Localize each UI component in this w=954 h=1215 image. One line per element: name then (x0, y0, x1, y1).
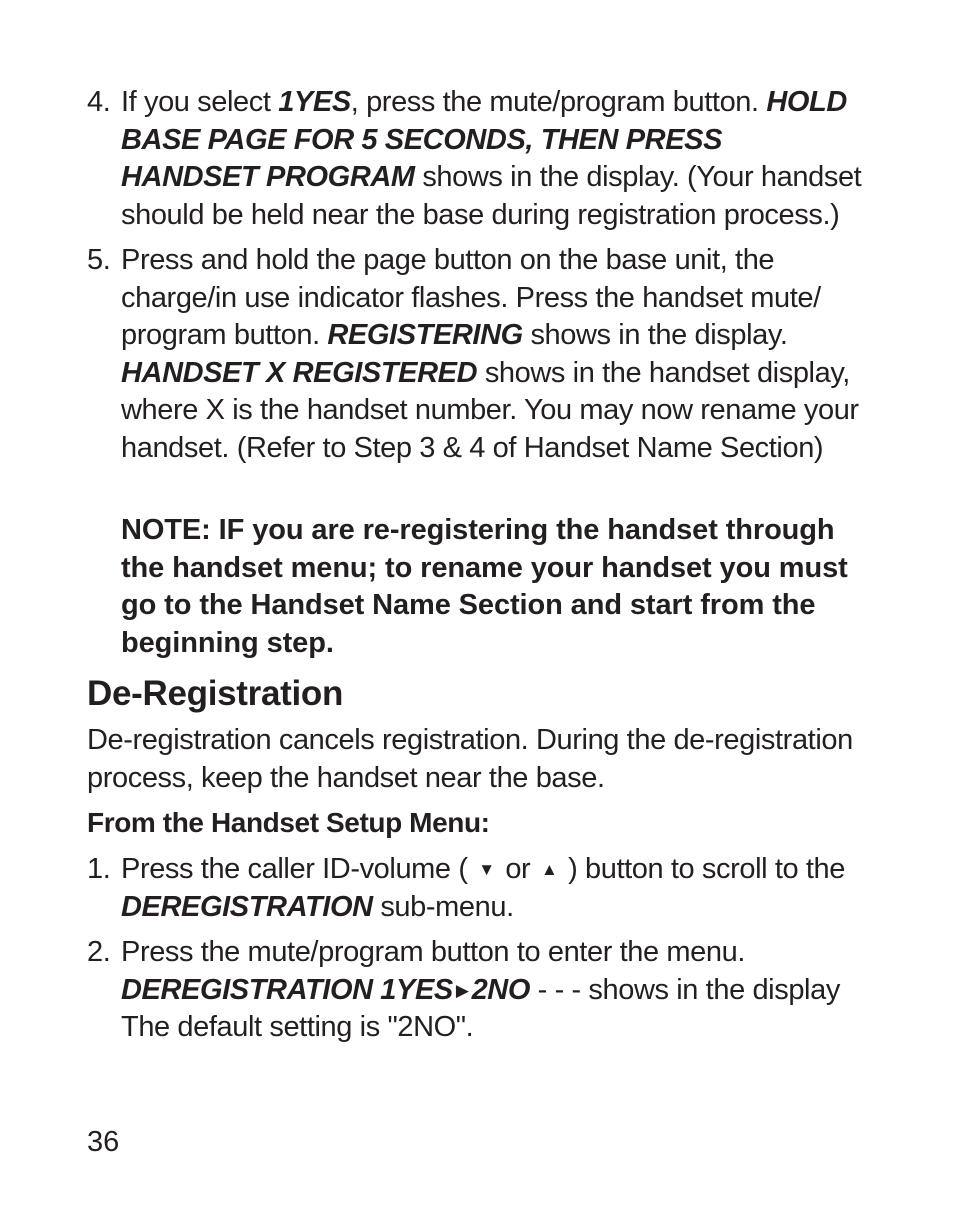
step-text-segment: Press and hold the page button on the base unit, the charge/in use indicator flashes. Press the handset mute/ program button. (121, 244, 821, 351)
step-number: 1. (87, 853, 111, 885)
step-text-segment: shows in the display. (Your handset should be held near the base during registration process.) (121, 161, 862, 231)
display-term-hold-base-page: HOLD BASE PAGE FOR 5 SECONDS, THEN PRESS HANDSET PROGRAM (121, 86, 847, 193)
step-text-segment: - - - shows in the display The default setting is "2NO". (121, 973, 840, 1043)
page-number: 36 (87, 1126, 120, 1158)
step-text-segment: If you select (121, 86, 279, 118)
step-text-segment: shows in the display. (522, 319, 788, 351)
step-text (121, 84, 867, 234)
step-text-segment: shows in the handset display, where X is the handset number. You may now rename your handset. (Refer to Step 3 & 4 of Handset Name Section) (121, 356, 859, 464)
display-term-registering: REGISTERING (327, 319, 523, 351)
display-term-deregistration: DEREGISTRATION (121, 890, 373, 923)
step-text-segment: , press the mute/program button. (350, 86, 767, 118)
up-triangle-icon: ▲ (540, 860, 558, 879)
subheading: From the Handset Setup Menu: (87, 807, 490, 838)
display-term-handset-registered: HANDSET X REGISTERED (121, 356, 478, 389)
step-text-segment: Press the caller ID-volume ( (121, 853, 476, 885)
step-text-segment: Press the mute/program button to enter the menu. (121, 936, 745, 968)
section-intro: De-registration cancels registration. During the de-registration process, keep the handset near the base. (87, 724, 853, 794)
step-text-segment: or (497, 853, 538, 885)
down-triangle-icon: ▼ (478, 860, 495, 879)
step-text-segment: sub-menu. (372, 890, 514, 923)
display-term-deregistration-1yes: DEREGISTRATION 1YES (121, 973, 453, 1006)
list-item-step-1 (87, 851, 867, 926)
step-text (121, 242, 867, 467)
list-item-step-2 (87, 934, 867, 1047)
right-triangle-icon: ▶ (455, 980, 469, 1000)
step-text (121, 934, 867, 1047)
step-number: 5. (87, 244, 111, 276)
step-text (121, 851, 867, 926)
step-text-segment: ) button to scroll to the (560, 853, 846, 885)
display-term-1yes: 1YES (278, 86, 351, 118)
note-paragraph: NOTE: IF you are re-registering the handset through the handset menu; to rename your handset you must go to the Handset Name Section and start from the beginning step. (121, 514, 848, 659)
list-item-step-4 (87, 84, 867, 234)
list-item-step-5 (87, 242, 867, 467)
section-title: De-Registration (87, 674, 344, 713)
step-number: 4. (87, 86, 111, 118)
display-term-2no: 2NO (471, 973, 530, 1006)
step-number: 2. (87, 936, 111, 968)
